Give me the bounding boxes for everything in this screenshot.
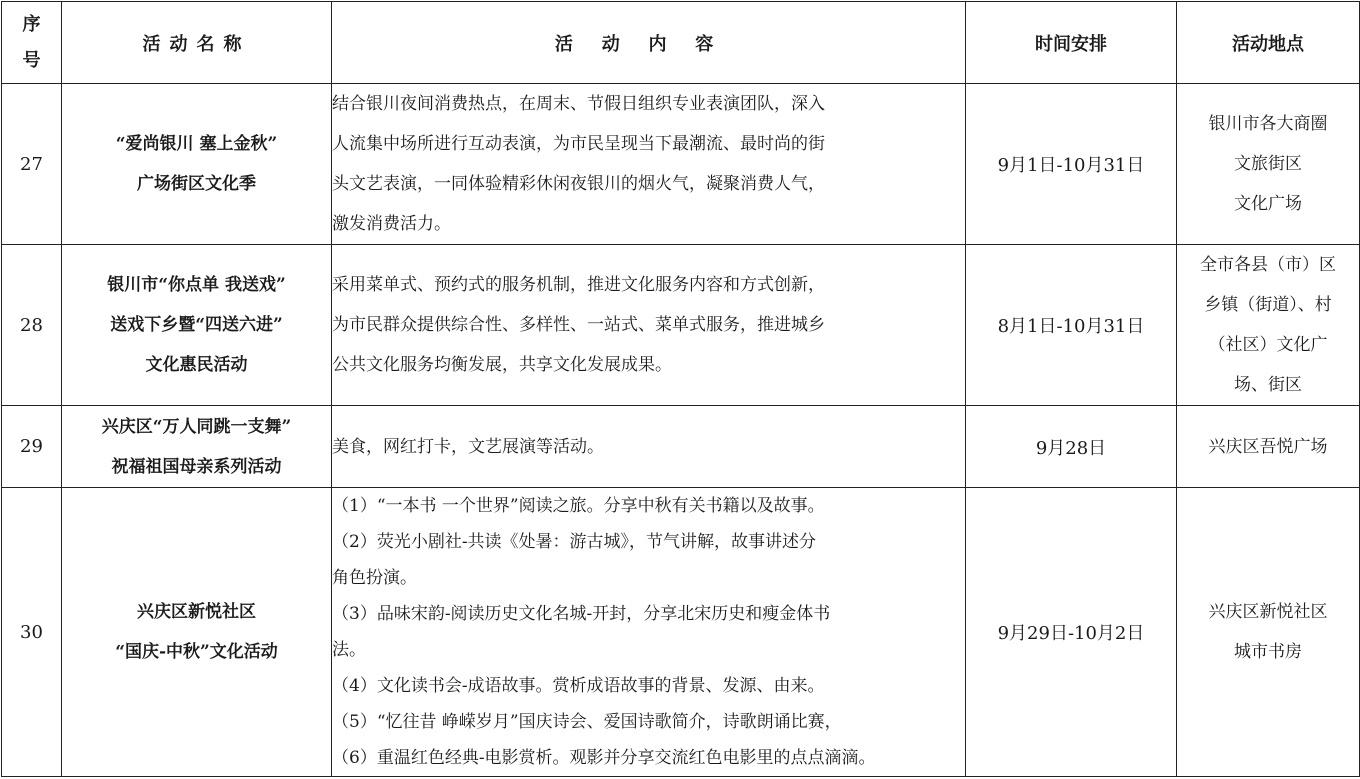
content-line: 人流集中场所进行互动表演，为市民呈现当下最潮流、最时尚的街 — [332, 134, 825, 154]
row-time: 9月1日-10月31日 — [966, 84, 1177, 245]
row-place — [1177, 245, 1360, 406]
table-row — [2, 245, 1360, 406]
content-line: （4）文化读书会-成语故事。赏析成语故事的背景、发源、由来。 — [332, 676, 825, 696]
activity-name-line: 祝福祖国母亲系列活动 — [111, 456, 282, 477]
row-place — [1177, 488, 1360, 777]
activity-name-line: 兴庆区“万人同跳一支舞” — [101, 416, 292, 437]
header-seq — [2, 2, 62, 84]
row-activity-content — [332, 488, 966, 777]
activity-table — [1, 1, 1360, 777]
place-line: 全市各县（市）区 — [1200, 255, 1336, 275]
content-line: 美食，网红打卡，文艺展演等活动。 — [332, 436, 604, 457]
activity-name-line: 兴庆区新悦社区 — [137, 602, 256, 622]
row-activity-name — [62, 84, 332, 245]
place-line: 文化广场 — [1234, 194, 1302, 214]
content-line: （1）“一本书 一个世界”阅读之旅。分享中秋有关书籍以及故事。 — [332, 496, 825, 516]
table-row — [2, 488, 1360, 777]
header-seq-line-2: 号 — [22, 49, 41, 71]
place-line: 场、街区 — [1234, 375, 1302, 395]
place-line: 文旅街区 — [1234, 154, 1302, 174]
content-line: （2）荧光小剧社-共读《处暑：游古城》，节气讲解，故事讲述分 — [332, 532, 817, 552]
content-line: 为市民群众提供综合性、多样性、一站式、菜单式服务，推进城乡 — [332, 315, 825, 335]
header-activity-content: 活动内容 — [332, 2, 966, 84]
row-seq: 29 — [2, 406, 62, 488]
content-line: 激发消费活力。 — [332, 214, 451, 234]
content-line: 公共文化服务均衡发展，共享文化发展成果。 — [332, 355, 672, 375]
content-line: （5）“忆往昔 峥嵘岁月”国庆诗会、爱国诗歌简介，诗歌朗诵比赛， — [332, 712, 842, 732]
place-line: 银川市各大商圈 — [1208, 114, 1328, 134]
place-line: 城市书房 — [1234, 642, 1302, 662]
activity-name-line: 广场街区文化季 — [137, 174, 256, 194]
table-row — [2, 84, 1360, 245]
place-line: 兴庆区吾悦广场 — [1208, 436, 1328, 457]
row-activity-name — [62, 406, 332, 488]
place-line: （社区）文化广 — [1208, 335, 1328, 355]
header-time: 时间安排 — [966, 2, 1177, 84]
content-line: 角色扮演。 — [332, 568, 417, 588]
row-seq: 27 — [2, 84, 62, 245]
row-time: 9月28日 — [966, 406, 1177, 488]
row-activity-content — [332, 245, 966, 406]
activity-name-line: “国庆-中秋”文化活动 — [115, 642, 278, 662]
place-line: 兴庆区新悦社区 — [1208, 602, 1328, 622]
header-seq-line-1: 序 — [22, 13, 41, 35]
table-header-row — [2, 2, 1360, 84]
content-line: 结合银川夜间消费热点，在周末、节假日组织专业表演团队，深入 — [332, 94, 825, 114]
content-line: 头文艺表演，一同体验精彩休闲夜银川的烟火气，凝聚消费人气， — [332, 174, 825, 194]
row-seq: 30 — [2, 488, 62, 777]
row-activity-content — [332, 406, 966, 488]
activity-name-line: 文化惠民活动 — [145, 355, 248, 375]
table-row — [2, 406, 1360, 488]
place-line: 乡镇（街道）、村 — [1204, 295, 1332, 315]
activity-name-line: 银川市“你点单 我送戏” — [107, 275, 286, 295]
row-seq: 28 — [2, 245, 62, 406]
row-place — [1177, 84, 1360, 245]
header-activity-name: 活动名称 — [62, 2, 332, 84]
header-place: 活动地点 — [1177, 2, 1360, 84]
row-activity-name — [62, 245, 332, 406]
content-line: 采用菜单式、预约式的服务机制，推进文化服务内容和方式创新， — [332, 275, 825, 295]
row-activity-content — [332, 84, 966, 245]
content-line: （3）品味宋韵-阅读历史文化名城-开封，分享北宋历史和瘦金体书 — [332, 604, 831, 624]
row-place — [1177, 406, 1360, 488]
activity-name-line: “爱尚银川 塞上金秋” — [115, 134, 278, 154]
content-line: （6）重温红色经典-电影赏析。观影并分享交流红色电影里的点点滴滴。 — [332, 748, 876, 768]
content-line: 法。 — [332, 640, 366, 660]
row-time: 9月29日-10月2日 — [966, 488, 1177, 777]
row-activity-name — [62, 488, 332, 777]
activity-name-line: 送戏下乡暨“四送六进” — [110, 315, 283, 335]
row-time: 8月1日-10月31日 — [966, 245, 1177, 406]
